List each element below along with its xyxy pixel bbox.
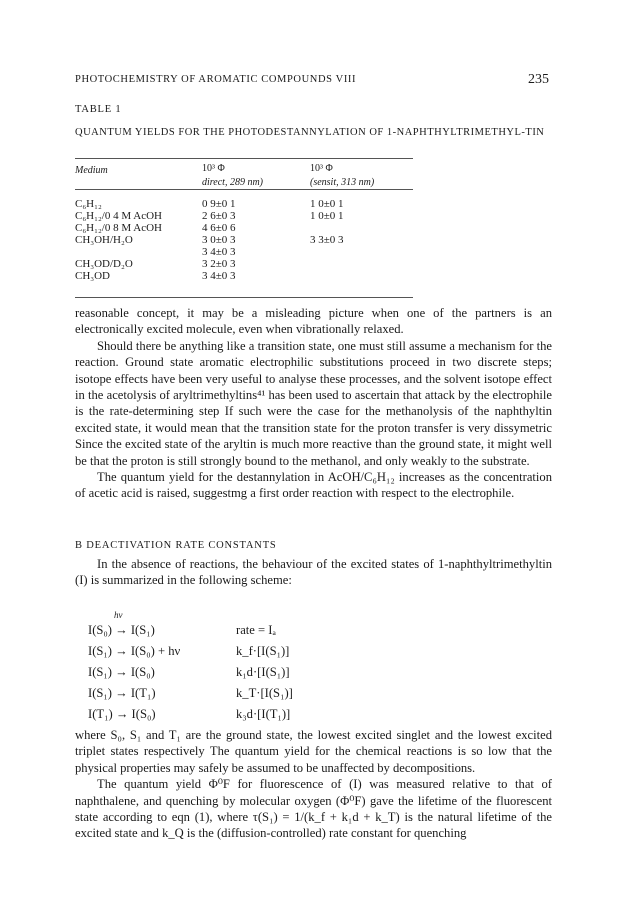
scheme-rate: k₁d·[I(S₁)] <box>236 665 290 679</box>
section-heading: B DEACTIVATION RATE CONSTANTS <box>75 540 277 551</box>
scheme-reaction: I(T₁) → I(S₀) <box>88 707 156 721</box>
scheme-rate: k₃d·[I(T₁)] <box>236 707 291 721</box>
table-row-direct: 4 6±0 6 <box>202 222 236 234</box>
table-row-direct: 3 2±0 3 <box>202 258 236 270</box>
table-caption: QUANTUM YIELDS FOR THE PHOTODESTANNYLATION OF 1-NAPHTHYLTRIMETHYL-TIN <box>75 127 545 138</box>
table-row-medium: C₆H₁₂/0 8 M AcOH <box>75 222 162 234</box>
table-row-direct: 3 4±0 3 <box>202 246 236 258</box>
col-header-direct-line1: 10³ Φ <box>202 163 225 174</box>
table-row-direct: 2 6±0 3 <box>202 210 236 222</box>
scheme-reaction: I(S₁) → I(T₁) <box>88 686 156 700</box>
paragraph: The quantum yield for the destannylation in AcOH/C₆H₁₂ increases as the concentration of acetic acid is raised, suggestmg a first order reaction with respect to the electrophile. <box>75 470 552 501</box>
table-bottom-rule <box>75 297 413 298</box>
table-row-sensit: 3 3±0 3 <box>310 234 344 246</box>
hv-label: hv <box>114 610 123 620</box>
scheme-reaction: I(S₁) → I(S₀) <box>88 665 155 679</box>
scheme-reaction: I(S₀) → I(S₁) <box>88 623 155 637</box>
col-header-sensit-line2: (sensit, 313 nm) <box>310 177 375 188</box>
table-row-sensit: 1 0±0 1 <box>310 198 344 210</box>
table-row-medium: CH₃OH/H₂O <box>75 234 133 246</box>
scheme-reaction: I(S₁) → I(S₀) + hν <box>88 644 181 658</box>
table-row-medium: C₆H₁₂/0 4 M AcOH <box>75 210 162 222</box>
table-row-sensit: 1 0±0 1 <box>310 210 344 222</box>
running-header <box>75 74 549 85</box>
scheme-rate: k_f·[I(S₁)] <box>236 644 290 658</box>
scheme-rate: k_T·[I(S₁)] <box>236 686 293 700</box>
col-header-medium: Medium <box>75 165 108 176</box>
scheme-rate: rate = Iₐ <box>236 623 276 637</box>
table-top-rule <box>75 158 413 159</box>
table-row-medium: CH₃OD <box>75 270 111 282</box>
table-label: TABLE 1 <box>75 104 122 115</box>
paragraph: In the absence of reactions, the behaviour of the excited states of 1-naphthyltrimethyltin (I) is summarized in the following scheme: <box>75 557 552 588</box>
table-row-direct: 3 0±0 3 <box>202 234 236 246</box>
table-row-direct: 3 4±0 3 <box>202 270 236 282</box>
body-text <box>75 305 552 502</box>
closing-text <box>75 727 552 842</box>
section-intro <box>75 556 552 589</box>
paragraph: Should there be anything like a transition state, one must still assume a mechanism for the reaction. Ground state aromatic electrophilic substitutions proceed in two discrete steps; isotope effects have been very useful to analyse these processes, and the solvent isotope effect in the acetolysis of aryltrimethyltins⁴¹ has been used to ascertain that attack by the electrophile is the rate-determining step If such were the case for the methanolysis of the naphthyltin excited state, it would mean that the transition state for the proton transfer is very dissymetric Since the excited state of the aryltin is much more reactive than the ground state, it might well be that the proton is still strongly bound to the methanol, and only weakly to the substrate. <box>75 338 552 468</box>
table-row-medium: CH₃OD/D₂O <box>75 258 133 270</box>
table-row-direct: 0 9±0 1 <box>202 198 236 210</box>
paragraph: reasonable concept, it may be a misleading picture when one of the partners is an electronically excited molecule, even when vibrationally relaxed. <box>75 306 552 337</box>
paragraph: where S₀, S₁ and T₁ are the ground state, the lowest excited singlet and the lowest excited triplet states respectively The quantum yield for the chemical reactions is so low that the physical properties may safely be assumed to be unaffected by decompositions. <box>75 728 552 775</box>
page-number: 235 <box>528 72 549 87</box>
running-title: PHOTOCHEMISTRY OF AROMATIC COMPOUNDS VIII <box>75 74 357 85</box>
paragraph: The quantum yield Φ⁰F for fluorescence of (I) was measured relative to that of naphthalene, and quenching by molecular oxygen (Φ⁰F) gave the lifetime of the fluorescent state according to eqn (1), where τ(S₁) = 1/(k_f + k₁d + k_T) is the natural lifetime of the excited state and k_Q is the (diffusion-controlled) rate constant for quenching <box>75 777 552 841</box>
col-header-sensit-line1: 10³ Φ <box>310 163 333 174</box>
table-row-medium: C₆H₁₂ <box>75 198 102 210</box>
table-header-rule <box>75 189 413 190</box>
col-header-direct-line2: direct, 289 nm) <box>202 177 264 188</box>
